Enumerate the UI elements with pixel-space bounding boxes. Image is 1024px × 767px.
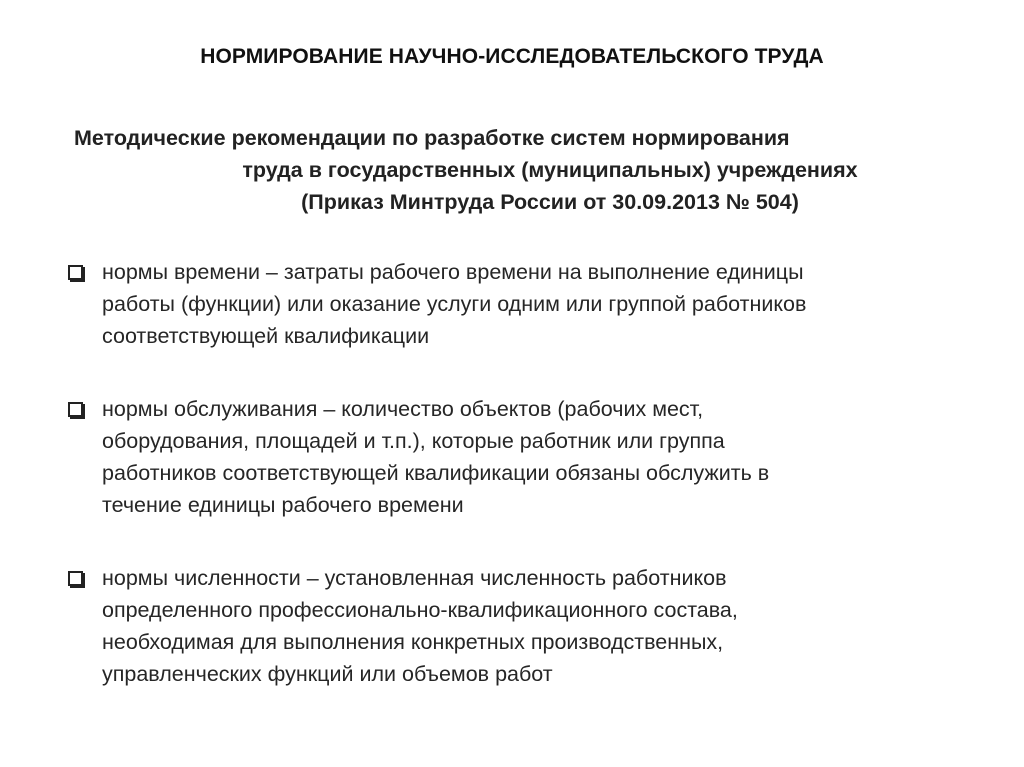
bullet-line: нормы времени – затраты рабочего времени на выполнение единицы — [102, 260, 804, 284]
subtitle-line: труда в государственных (муниципальных) учреждениях — [242, 158, 858, 182]
slide-subtitle — [60, 122, 970, 218]
subtitle-line: (Приказ Минтруда России от 30.09.2013 № 504) — [301, 190, 799, 214]
slide-title: НОРМИРОВАНИЕ НАУЧНО-ИССЛЕДОВАТЕЛЬСКОГО ТРУДА — [200, 45, 824, 68]
bullet-line: работников соответствующей квалификации обязаны обслужить в — [102, 461, 770, 485]
bullet-item-time-norms — [68, 256, 968, 352]
bullet-item-service-norms — [68, 393, 968, 521]
subtitle-line: Методические рекомендации по разработке систем нормирования — [74, 126, 790, 150]
bullet-line: управленческих функций или объемов работ — [102, 662, 553, 686]
bullet-line: течение единицы рабочего времени — [102, 493, 464, 517]
bullet-line: работы (функции) или оказание услуги одним или группой работников — [102, 292, 807, 316]
bullet-line: соответствующей квалификации — [102, 324, 430, 348]
bullet-line: оборудования, площадей и т.п.), которые работник или группа — [102, 429, 725, 453]
bullet-list — [68, 256, 968, 690]
checkbox-square-icon — [68, 402, 83, 417]
checkbox-square-icon — [68, 571, 83, 586]
bullet-line: необходимая для выполнения конкретных производственных, — [102, 630, 724, 654]
bullet-line: определенного профессионально-квалификационного состава, — [102, 598, 738, 622]
bullet-line: нормы численности – установленная численность работников — [102, 566, 727, 590]
bullet-line: нормы обслуживания – количество объектов (рабочих мест, — [102, 397, 704, 421]
bullet-item-headcount-norms — [68, 562, 968, 690]
checkbox-square-icon — [68, 265, 83, 280]
